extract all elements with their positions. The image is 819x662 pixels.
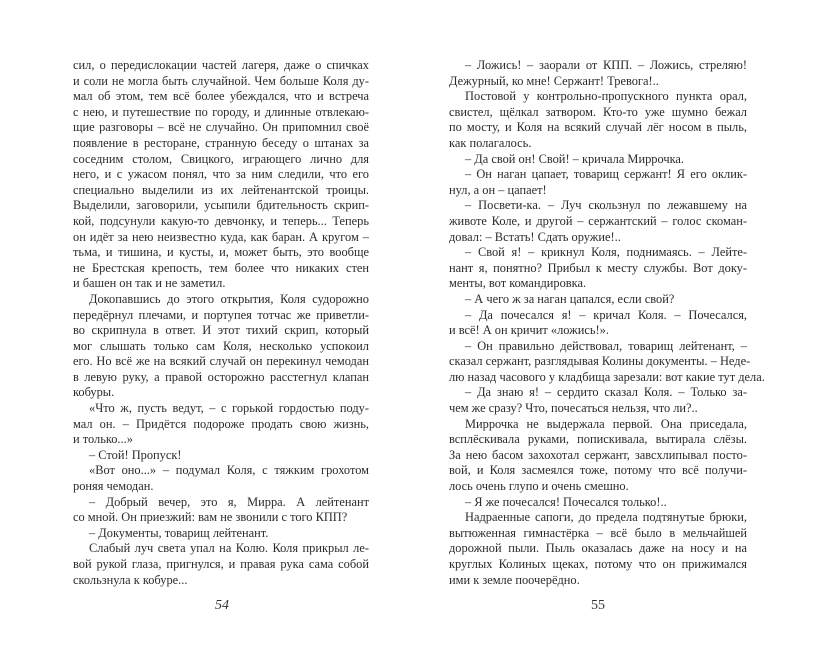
text-line: Надраенные сапоги, до предела подтянутые брюки,: [465, 510, 747, 525]
text-line: – Ложись! – заорали от КПП. – Ложись, стреляю!: [465, 58, 747, 72]
text-line: нул, а он – цапает!: [449, 182, 547, 197]
text-line: ими к земле поочерёдно.: [449, 572, 580, 587]
text-line: по мосту, и Коля на всякий случай лёг носом в пыль,: [449, 120, 747, 135]
text-line: со мной. Он приезжий: вам не звонили с того КПП?: [73, 510, 348, 525]
text-line: и только...»: [73, 432, 133, 447]
text-line: него, и с ужасом понял, что за ним следили, что его: [73, 167, 369, 182]
text-line: За нею басом захохотал сержант, завсхлипывал посто-: [449, 447, 747, 462]
text-line: мал он. – Придётся подороже продать свою жизнь,: [73, 416, 369, 431]
text-line: Докопавшись до этого открытия, Коля судорожно: [89, 291, 369, 306]
text-line: – А чего ж за наган цапался, если свой?: [465, 291, 675, 306]
right-page-text: [449, 58, 765, 588]
text-line: Дежурный, ко мне! Сержант! Тревога!..: [449, 73, 659, 88]
text-line: и соли не могла быть случайной. Чем больше Коля ду-: [73, 73, 369, 88]
text-line: – Стой! Пропуск!: [89, 447, 182, 462]
text-line: скользнула к кобуре...: [73, 572, 188, 587]
text-line: мал об этом, тем всё более убеждался, что и встреча: [73, 89, 369, 104]
text-line: – Я же почесался! Почесался только!..: [465, 494, 667, 509]
text-line: кой, подсунули какую-то девчонку, и теперь... Теперь: [73, 213, 369, 228]
text-line: – Да свой он! Свой! – кричала Миррочка.: [465, 151, 684, 166]
text-line: с нею, и путешествие по городу, и длинные отвлекаю-: [73, 104, 369, 119]
text-line: – Свой я! – крикнул Коля, поднимаясь. – Лейте-: [465, 245, 747, 260]
text-line: и башен он так и не заметил.: [73, 276, 226, 291]
text-line: его. Но всё же на всякий случай он перекинул чемодан: [73, 354, 369, 369]
text-line: и всё! А он кричит «ложись!».: [449, 323, 609, 338]
text-line: – Документы, товарищ лейтенант.: [89, 525, 269, 540]
text-line: – Да знаю я! – сердито сказал Коля. – Только за-: [465, 385, 747, 400]
text-line: «Вот оно...» – подумал Коля, с тяжким грохотом: [89, 463, 369, 478]
text-line: появление в ресторане, странную беседу о штанах за: [73, 135, 369, 150]
text-line: роняя чемодан.: [73, 479, 154, 494]
text-line: в левую руку, а правой осторожно расстегнул клапан: [73, 369, 369, 384]
text-line: свистел, щёлкал затвором. Кто-то уже шумно бежал: [449, 104, 747, 119]
text-line: Слабый луч света упал на Колю. Коля прикрыл ле-: [89, 541, 369, 556]
text-line: сказал сержант, разглядывая Колины документы. – Неде-: [449, 354, 751, 369]
text-line: Выделили, заговорили, усыпили бдительность скрип-: [73, 198, 369, 213]
text-line: тьма, и тишина, и кусты, и, может быть, это вообще: [73, 245, 369, 260]
text-line: лю назад часового у кладбища зарезали: вот какие тут дела.: [449, 369, 765, 384]
text-line: довал: – Встать! Сдать оружие!..: [449, 229, 621, 244]
text-line: как полагалось.: [449, 135, 532, 150]
text-line: «Что ж, пусть ведут, – с горькой гордостью поду-: [89, 401, 369, 416]
right-page-number: 55: [591, 598, 605, 613]
text-line: вой рукой глаза, пригнулся, и правая рука сама собой: [73, 557, 369, 571]
text-line: соседним столом, Свицкого, играющего лично для: [73, 151, 369, 166]
text-line: вытюженная гимнастёрка – всё было в мельчайшей: [449, 525, 747, 540]
text-line: не Брестская крепость, тем более что никаких стен: [73, 260, 369, 275]
text-line: Постовой у контрольно-пропускного пункта орал,: [465, 89, 747, 104]
text-line: – Он правильно действовал, товарищ лейтенант, –: [465, 338, 747, 353]
text-line: во скрипнула в ответ. И этот тихий скрип, который: [73, 323, 369, 338]
left-page-number: 54: [215, 598, 229, 613]
text-line: кобуры.: [73, 385, 115, 400]
text-line: чем же сразу? Что, почесаться нельзя, что ли?..: [449, 401, 698, 416]
text-line: он идёт за нею неизвестно куда, как баран. А кругом –: [73, 229, 369, 244]
text-line: животе Коле, и другой – сержантский – голос скоман-: [449, 213, 747, 228]
text-line: всплёскивала руками, попискивала, вытирала слёзы.: [449, 432, 747, 447]
text-line: – Посвети-ка. – Луч скользнул по лежавшему на: [465, 198, 747, 213]
text-line: передёрнул плечами, и портупея тотчас же приветли-: [73, 307, 369, 322]
text-line: нант я, понятно? Прибыл к месту службы. Вот доку-: [449, 260, 747, 275]
text-line: Миррочка не выдержала первой. Она приседала,: [465, 416, 747, 431]
text-line: – Да почесался я! – кричал Коля. – Почесался,: [465, 307, 747, 322]
text-line: мог слышать только сам Коля, несколько успокоил: [73, 338, 369, 353]
text-line: – Добрый вечер, это я, Мирра. А лейтенант: [89, 494, 369, 509]
left-page-text: [73, 58, 369, 588]
text-line: щие разговоры – всё не случайно. Он припомнил своё: [73, 120, 369, 135]
text-line: менты, вот командировка.: [449, 276, 587, 291]
text-line: специально выделили из их лейтенантской троицы.: [73, 182, 369, 197]
text-line: лось очень глупо и очень смешно.: [449, 479, 629, 494]
text-line: – Он наган цапает, товарищ сержант! Я его оклик-: [465, 167, 747, 182]
text-line: вой, и Коля засмеялся тоже, потому что всё получи-: [449, 463, 747, 478]
text-line: дорожной пыли. Пыль оказалась даже на носу и на: [449, 541, 747, 556]
text-line: круглых Колиных щеках, потому что он прижимался: [449, 557, 747, 571]
text-line: сил, о передислокации частей лагеря, даже о спичках: [73, 58, 369, 72]
